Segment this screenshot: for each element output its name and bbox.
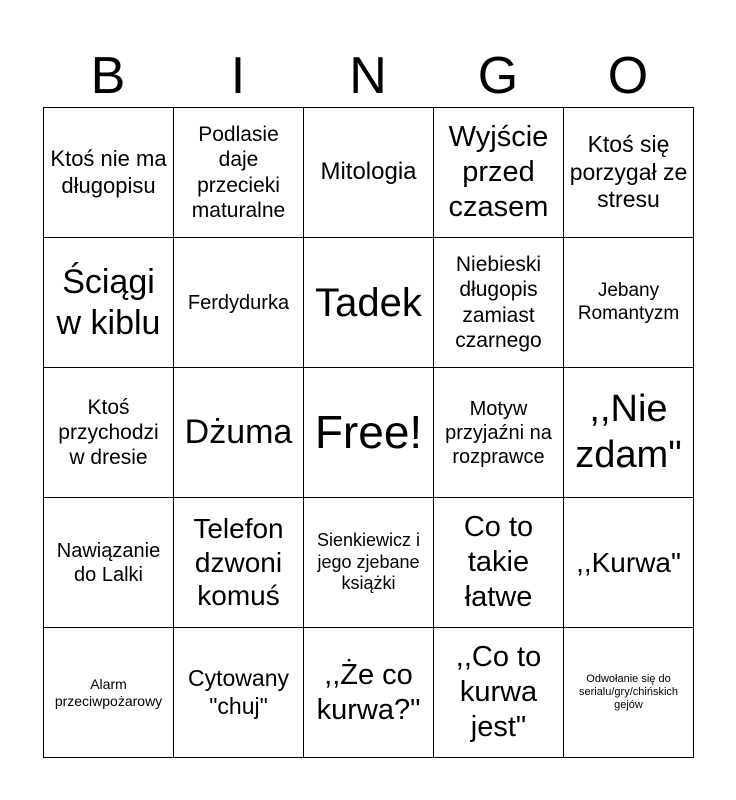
cell-text: Co to takie łatwe — [463, 511, 534, 613]
cell-text: Tadek — [315, 280, 422, 325]
bingo-cell[interactable] — [434, 628, 564, 758]
bingo-cell[interactable] — [304, 628, 434, 758]
bingo-cell[interactable] — [564, 498, 694, 628]
bingo-cell[interactable] — [174, 108, 304, 238]
bingo-cell[interactable] — [434, 498, 564, 628]
bingo-cell[interactable] — [174, 238, 304, 368]
cell-text: Motyw przyjaźni na rozprawce — [445, 397, 552, 468]
bingo-cell[interactable] — [304, 238, 434, 368]
cell-text: Ściągi w kiblu — [56, 262, 161, 342]
bingo-cell[interactable] — [174, 498, 304, 628]
bingo-cell[interactable] — [174, 628, 304, 758]
cell-text: ,,Kurwa" — [576, 546, 681, 578]
bingo-header — [43, 46, 693, 106]
bingo-cell[interactable] — [44, 368, 174, 498]
bingo-cell[interactable] — [434, 108, 564, 238]
header-letter-o: O — [607, 47, 649, 105]
cell-text: Ktoś nie ma długopisu — [50, 146, 167, 198]
header-letter-b: B — [90, 47, 126, 105]
bingo-cell[interactable] — [564, 628, 694, 758]
cell-text: Wyjście przed czasem — [448, 121, 549, 223]
header-letter-g: G — [477, 47, 519, 105]
cell-text: ,,Że co kurwa?" — [316, 658, 421, 726]
cell-text: Podlasie daje przecieki maturalne — [191, 123, 286, 222]
cell-text: Cytowany "chuj" — [188, 664, 289, 719]
bingo-cell[interactable] — [434, 238, 564, 368]
bingo-cell[interactable] — [44, 628, 174, 758]
cell-text: ,,Nie zdam" — [575, 387, 682, 476]
bingo-cell[interactable] — [44, 238, 174, 368]
header-letter-n: N — [349, 47, 387, 105]
bingo-cell[interactable] — [44, 108, 174, 238]
bingo-cell[interactable] — [564, 108, 694, 238]
cell-text: Odwołanie się do serialu/gry/chińskich gejów — [578, 672, 679, 712]
bingo-cell[interactable] — [434, 368, 564, 498]
header-letter-i: I — [230, 47, 246, 105]
bingo-cell[interactable] — [304, 498, 434, 628]
bingo-cell[interactable] — [564, 368, 694, 498]
cell-text: Jebany Romantyzm — [577, 279, 680, 324]
bingo-cell[interactable] — [564, 238, 694, 368]
cell-text: Mitologia — [320, 158, 417, 186]
cell-text: Nawiązanie do Lalki — [56, 539, 161, 586]
cell-text: Dżuma — [184, 413, 293, 452]
bingo-cell[interactable] — [304, 108, 434, 238]
bingo-cell[interactable] — [44, 498, 174, 628]
cell-text: Ktoś przychodzi w dresie — [58, 395, 159, 470]
cell-text: Ktoś się porzygał ze stresu — [569, 131, 688, 213]
cell-text: Free! — [314, 405, 423, 458]
cell-text: Ferdydurka — [187, 291, 290, 314]
cell-text: Sienkiewicz i jego zjebane książki — [316, 530, 421, 594]
cell-text: Alarm przeciwpożarowy — [54, 675, 163, 709]
bingo-grid — [43, 107, 694, 758]
bingo-cell[interactable] — [174, 368, 304, 498]
free-cell[interactable] — [304, 368, 434, 498]
cell-text: ,,Co to kurwa jest" — [455, 641, 542, 743]
cell-text: Telefon dzwoni komuś — [193, 513, 284, 612]
cell-text: Niebieski długopis zamiast czarnego — [455, 253, 542, 352]
